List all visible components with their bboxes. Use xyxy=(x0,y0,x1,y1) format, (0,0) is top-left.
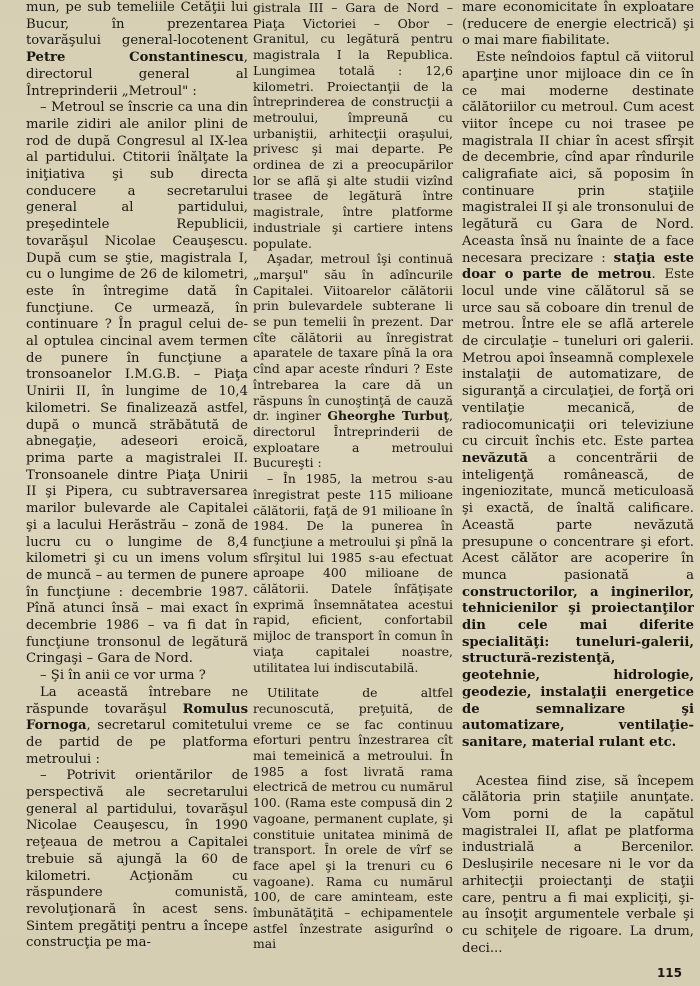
paragraph: Este neîndoios faptul că viitorul aparţine unor mijloace din ce în ce mai moderne destinate călătoriilor cu metroul. Cum acest viitor începe cu noi trasee pe magistrala II chiar în acest sfîrşit de decembrie, cînd apar rîndurile caligrafiate aici, să poposim în continuare prin staţiile magistralei II şi ale tronsonului de legătură cu Gara de Nord. Aceasta însă nu înainte de a face necesara precizare : staţia este doar o parte de metrou. Este locul unde vine călătorul să se urce sau să coboare din trenul de metrou. Între ele se află arterele de circulaţie – tuneluri ori galerii. Metrou apoi înseamnă complexele instalaţii de automatizare, de siguranţă a circulaţiei, de forţă ori ventilaţie mecanică, de radiocomunicaţii ori televiziune cu circuit închis etc. Este partea nevăzută a concentrării de inteligenţă românească, de ingeniozitate, muncă meticuloasă şi exactă, de înaltă calificare. Această parte nevăzută presupune o concentrare şi efort. Acest călător are acoperire în munca pasionată a constructorilor, a inginerilor, tehnicienilor şi proiectanţilor din cele mai diferite specialităţi: tuneluri-galerii, structură-rezistenţă, geotehnie, hidrologie, geodezie, instalaţii energetice de semnalizare şi automatizare, ventilaţie-sanitare, material rulant etc. xyxy=(462,50,695,750)
text-column-3 xyxy=(462,0,694,957)
spacer xyxy=(253,675,453,685)
paragraph: – În 1985, la metrou s-au înregistrat peste 115 milioane călătorii, faţă de 91 milioane în 1984. De la punerea în funcţiune a metroului şi pînă la sfîrşitul lui 1985 s-au efectuat aproape 400 milioane de călătorii. Datele înfăţişate exprimă însemnătatea acestui rapid, eficient, confortabil mijloc de transport în comun în viaţa capitalei noastre, utilitatea lui indiscutabilă. xyxy=(253,471,453,675)
paragraph: – Potrivit orientărilor de perspectivă ale secretarului general al partidului, tovarăşul Nicolae Ceauşescu, în 1990 reţeaua de metrou a Capitalei trebuie să ajungă la 60 de kilometri. Acţionăm cu răspundere comunistă, revoluţionară în acest sens. Sintem pregătiţi pentru a începe construcţia pe ma- xyxy=(26,768,248,951)
emphasis: staţia este doar o parte de metrou xyxy=(462,250,694,283)
spacer xyxy=(462,752,694,774)
emphasis: constructorilor, a inginerilor, tehnicienilor şi proiectanţilor din cele mai diferite specialităţi: tuneluri-galerii, structură-rezistenţă, geotehnie, hidrologie, geodezie, instalaţii energetice de semnalizare şi automatizare, ventilaţie-sanitare, material rulant etc. xyxy=(462,584,694,750)
paragraph: mare economicitate în exploatare (reducere de energie electrică) şi o mai mare fiabilitate. xyxy=(462,0,694,49)
page-number: 115 xyxy=(656,966,682,980)
paragraph: Acestea fiind zise, să începem călătoria prin staţiile anunţate. Vom porni de la capătul magistralei II, aflat pe platforma industrială a Bercenilor. Deslușirile necesare ni le vor da arhitecţii proiectanţi de staţii care, pentru a fi mai expliciţi, şi-au însoţit argumentele verbale şi cu schiţele de rigoare. La drum, deci... xyxy=(462,773,694,956)
paragraph: gistrala III – Gara de Nord – Piaţa Victoriei – Obor – Granitul, cu legătură pentru magistrala I la Republica. Lungimea totală : 12,6 kilometri. Proiectanţii de la întreprinderea de construcţii a metroului, împreună cu urbaniştii, arhitecţii oraşului, privesc şi mai departe. Pe ordinea de zi a preocupărilor lor se află şi alte studii vizînd trasee de legătură între magistrale, între platforme industriale şi cartiere intens populate. xyxy=(253,0,453,251)
person-name: Romulus Fornoga xyxy=(26,701,248,734)
text-column-1 xyxy=(26,0,248,952)
paragraph: La această întrebare ne răspunde tovarăşul Romulus Fornoga, secretarul comitetului de partid de pe platforma metroului : xyxy=(26,684,248,767)
emphasis: nevăzută xyxy=(462,450,528,466)
paragraph: Aşadar, metroul îşi continuă „marşul" său în adîncurile Capitalei. Viitoarelor călătorii prin bulevardele subterane li se pun temelii în prezent. Dar cîte călătorii au înregistrat aparatele de taxare pînă la ora cînd apar aceste rînduri ? Este întrebarea la care dă un răspuns în cunoştinţă de cauză dr. inginer Gheorghe Turbuţ, directorul Întreprinderii de exploatare a metroului Bucureşti : xyxy=(253,251,453,471)
paragraph: Utilitate de altfel recunoscută, preţuită, de vreme ce se fac continuu eforturi pentru înzestrarea cît mai temeinică a metroului. În 1985 a fost livrată rama electrică de metrou cu numărul 100. (Rama este compusă din 2 vagoane, permanent cuplate, şi constituie unitatea minimă de transport. În orele de vîrf se face apel şi la trenuri cu 6 vagoane). Rama cu numărul 100, de care aminteam, este îmbunătăţită – echipamentele astfel înzestrate asigurînd o mai xyxy=(253,685,453,952)
person-name: Gheorghe Turbuţ xyxy=(327,408,450,424)
person-name: Petre Constantinescu xyxy=(26,50,244,66)
text-column-2 xyxy=(253,0,453,952)
paragraph: – Metroul se înscrie ca una din marile zidiri ale anilor plini de rod de după Congresul al IX-lea al partidului. Ctitorii înălţate la iniţiativa şi sub directa conducere a secretarului general al partidului, preşedintele Republicii, tovarăşul Nicolae Ceauşescu. După cum se ştie, magistrala I, cu o lungime de 26 de kilometri, este în întregime dată în funcţiune. Ce urmează, în continuare ? În pragul celui de-al optulea cincinal avem termen de punere în funcţiune a tronsoanelor I.M.G.B. – Piaţa Unirii II, în lungime de 10,4 kilometri. Se finalizează astfel, după o muncă străbătută de abnegaţie, adeseori eroică, prima parte a magistralei II. Tronsoanele dintre Piaţa Unirii II şi Pipera, cu subtraversarea marilor bulevarde ale Capitalei şi a lacului Herăstrău – zonă de lucru cu o lungime de 8,4 kilometri şi cu un imens volum de muncă – au termen de punere în funcţiune : decembrie 1987. Pînă atunci însă – mai exact în decembrie 1986 – va fi dat în funcţiune tronsonul de legătură Cringaşi – Gara de Nord. xyxy=(26,100,248,667)
paragraph: mun, pe sub temeliile Cetăţii lui Bucur, în prezentarea tovarăşului general-locotenent Petre Constantinescu, directorul general al Întreprinderii „Metroul" : xyxy=(26,0,248,99)
question: – Şi în anii ce vor urma ? xyxy=(40,668,206,684)
